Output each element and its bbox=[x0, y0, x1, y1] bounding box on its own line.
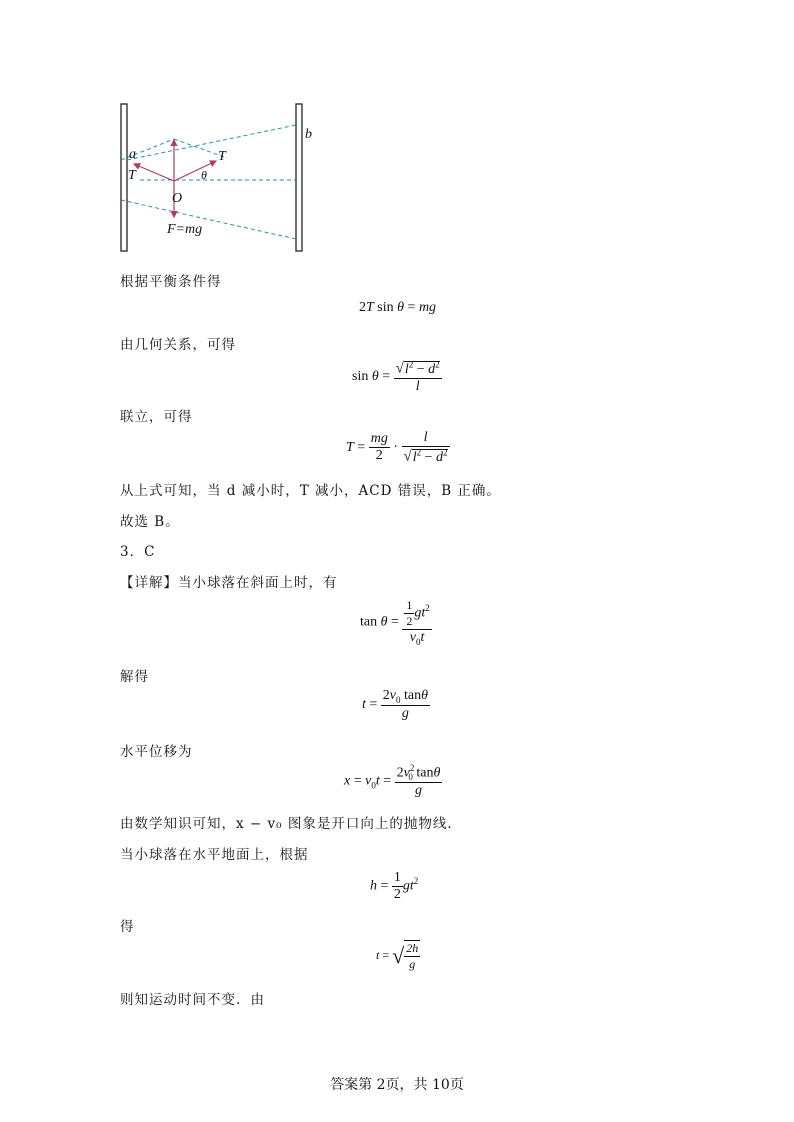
label-a: a bbox=[129, 147, 136, 162]
equation-2: sin θ = $\frac{√l^2 - d^2}{l}$ bbox=[352, 359, 440, 394]
text-line: 【详解】当小球落在斜面上时，有 bbox=[120, 575, 338, 591]
label-theta: θ bbox=[201, 168, 207, 182]
right-wall bbox=[296, 104, 302, 251]
text-line: 联立，可得 bbox=[120, 409, 193, 425]
equation-3: T = $\frac{mg}{2}$ · $\frac{l}{√l^2 - d^2}$ bbox=[346, 430, 448, 465]
label-o: O bbox=[172, 191, 183, 206]
text-line: 由数学知识可知，x − v₀ 图象是开口向上的抛物线． bbox=[120, 816, 462, 832]
text-line: 故选 B。 bbox=[120, 514, 180, 530]
label-b: b bbox=[305, 127, 312, 142]
label-t-left: T bbox=[128, 168, 136, 183]
equation-4: tan θ = $\frac{1}{2}$ $gt^2$ $v_0t$ bbox=[360, 598, 430, 647]
equation-5: t = $\frac{2v_0 \tan\theta}{g}$ bbox=[362, 688, 429, 721]
text-line: 从上式可知，当 d 减小时，T 减小，ACD 错误，B 正确。 bbox=[120, 483, 501, 499]
equation-6: $x = v_0t$ = $\frac{2v^2_0 \tan\theta}{g}$ bbox=[344, 763, 441, 799]
force-diagram bbox=[0, 0, 794, 270]
dashed-rope-lines bbox=[121, 125, 296, 239]
equation-7: h = $\frac{1}{2}$ $gt^2$ bbox=[370, 870, 419, 902]
label-f: F=mg bbox=[167, 222, 203, 237]
page-footer: 答案第 2页，共 10页 bbox=[330, 1077, 464, 1093]
text-line: 水平位移为 bbox=[120, 744, 193, 760]
text-line: 得 bbox=[120, 919, 135, 935]
label-t-right: T bbox=[218, 149, 226, 164]
question-number: 3．C bbox=[120, 544, 156, 560]
text-line: 则知运动时间不变．由 bbox=[120, 992, 265, 1008]
equation-1: 2T sin θ = mg bbox=[359, 300, 437, 315]
left-wall bbox=[121, 104, 127, 251]
text-line: 由几何关系，可得 bbox=[120, 337, 236, 353]
text-line: 根据平衡条件得 bbox=[120, 274, 222, 290]
text-line: 当小球落在水平地面上，根据 bbox=[120, 847, 309, 863]
text-line: 解得 bbox=[120, 669, 149, 685]
equation-8: t = √ $\frac{2h}{g}$ bbox=[376, 941, 419, 971]
